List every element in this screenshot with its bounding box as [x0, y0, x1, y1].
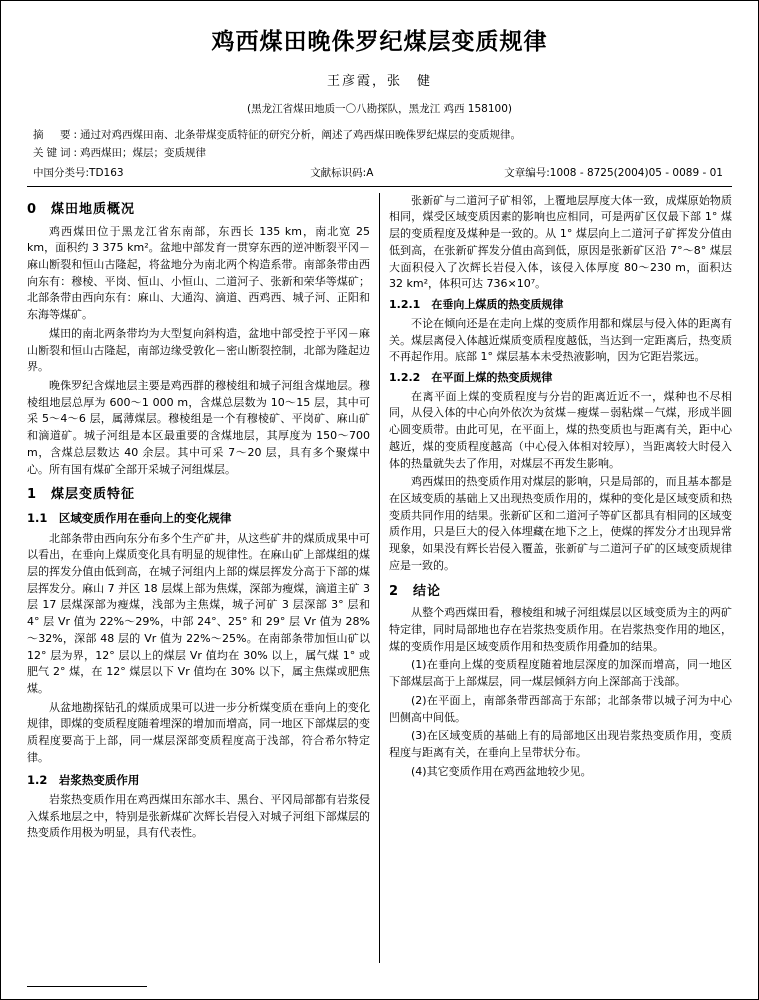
- body-paragraph: 北部条带由西向东分布多个生产矿井，从这些矿井的煤质成果中可以看出，在垂向上煤质变化具有明显的规律性。在麻山矿上部煤组的煤层的挥发分值由低到高，在城子河组内上部的煤层挥发分高于下部的煤层挥发分。麻山 7 并区 18 层煤上部为焦煤，深部为瘦煤，滴道主矿 3 层 17 层煤深部为瘦煤，浅部为主焦煤，城子河矿 3 层深部 3° 层和 4° 层 Vr 值为 22%～29%，中部 24°、25° 和 29° 层 Vr 值为 28%～32%，深部 48 层的 Vr 值为 22%～25%。在南部条带加恒山矿以 12° 层为界，12° 层以上的煤层 Vr 值均在 30% 以上，属气煤 1° 或肥气 2° 煤，在 12° 煤层以下 Vr 值均在 30% 以下，属主焦煤或肥焦煤。: [27, 531, 370, 695]
- body-paragraph: 鸡西煤田位于黑龙江省东南部，东西长 135 km，南北宽 25 km，面积约 3 375 km²。盆地中部发育一贯穿东西的逆冲断裂平冈－麻山断裂和恒山古隆起，将盆地分为南北两个构造系带。南部条带由西向东有：穆棱、平岗、恒山、小恒山、二道河子、张新和荣华等煤矿；北部条带由西向东有：麻山、大通沟、滴道、西鸡西、城子河、正阳和东海等煤矿。: [27, 224, 370, 322]
- doc-code: [310, 165, 504, 180]
- body-paragraph: (2)在平面上，南部条带西部高于东部；北部条带以城子河为中心凹侧高中间低。: [389, 693, 732, 724]
- body-paragraph: 从整个鸡西煤田看，穆棱组和城子河组煤层以区域变质为主的两矿特定律，同时局部地也存在岩浆热变质作用。在岩浆热变作用的地区，煤的变质作用是区域变质作用和热变质作用叠加的结果。: [389, 606, 732, 653]
- body-paragraph: 从盆地勘探钻孔的煤质成果可以进一步分析煤变质在垂向上的变化规律，即煤的变质程度随着埋深的增加而增高，同一地区下部煤层的变质程度要高于上部，同一煤层深部变质程度高于浅部，符合希尔特定律。: [27, 700, 370, 764]
- clc-code: [33, 165, 310, 180]
- left-column: [27, 193, 370, 963]
- subsection-heading: 1.1 区域变质作用在垂向上的变化规律: [27, 511, 232, 526]
- body-paragraph: 在离平面上煤的变质程度与分岩的距离近近不一，煤种也不尽相同，从侵入体的中心向外依次为贫煤－瘦煤－弱粘煤－气煤，形成半圆心圆变质带。由此可见，在平面上，煤的热变质也与距离有关，距中心越近，煤的变质程度越高（中心侵入体相对较厚），当距离较大时侵入体的热量就失去了作用，对煤层不再发生影响。: [389, 389, 732, 470]
- affiliation: (黑龙江省煤田地质一〇八勘探队，黑龙江 鸡西 158100): [247, 103, 512, 115]
- article-id-label: 文章编号:: [504, 166, 550, 179]
- body-paragraph: (1)在垂向上煤的变质程度随着地层深度的加深而增高，同一地区下部煤层高于上部煤层，同一煤层倾斜方向上深部高于浅部。: [389, 658, 732, 689]
- keywords-line: [33, 144, 726, 162]
- body-columns: [27, 193, 732, 963]
- header-divider: [27, 186, 732, 187]
- page-title: 鸡西煤田晚侏罗纪煤层变质规律: [211, 29, 548, 55]
- column-divider: [379, 193, 380, 963]
- section-heading: 2 结论: [389, 583, 442, 599]
- footnote-rule: [27, 986, 147, 987]
- subsubsection-heading: 1.2.2 在平面上煤的热变质规律: [389, 370, 553, 384]
- body-paragraph: 煤田的南北两条带均为大型复向斜构造，盆地中部受控于平冈－麻山断裂和恒山古隆起，南部边缘受敦化－密山断裂控制，北部为隆起边界。: [27, 326, 370, 374]
- body-paragraph: 岩浆热变质作用在鸡西煤田东部水丰、黑台、平冈局部都有岩浆侵入煤系地层之中，特别是张新煤矿次辉长岩侵入对城子河组下部煤层的热变质作用极为明显，具有代表性。: [27, 793, 370, 840]
- authors: 王彦霞，张 健: [326, 74, 432, 89]
- clc-label: 中国分类号:: [33, 166, 90, 179]
- keywords-text: 鸡西煤田；煤层；变质规律: [80, 147, 207, 160]
- doc-code-label: 文献标识码:: [310, 166, 367, 179]
- body-paragraph: 晚侏罗纪含煤地层主要是鸡西群的穆棱组和城子河组含煤地层。穆棱组地层总厚为 600～1 000 m，含煤总层数为 10～15 层，其中可采 5～4～6 层，属薄煤层。穆棱组是一个有穆棱矿、平岗矿、麻山矿和滴道矿。城子河组是本区最重要的含煤地层，其厚度为 150～700 m，含煤总层数达 40 余层。其中可采 7～20 层，具有多个聚煤中心。所有国有煤矿全部开采城子河组煤层。: [27, 378, 370, 476]
- codes-row: [33, 165, 726, 180]
- clc-value: TD163: [89, 166, 124, 179]
- keywords-label: 关键词:: [33, 147, 81, 160]
- right-column: [389, 193, 732, 963]
- subsubsection-heading: 1.2.1 在垂向上煤质的热变质规律: [389, 298, 564, 312]
- abstract-label: 摘 要:: [33, 129, 81, 141]
- article-id: [504, 165, 726, 180]
- body-paragraph: 鸡西煤田的热变质作用对煤层的影响，只是局部的，而且基本都是在区域变质的基础上又出现热变质作用的，煤种的变化是区域变质和热变质共同作用的结果。张新矿区和二道河子等矿区都具有相同的区域变质作用，只是巨大的侵入体埋藏在地下之上，使煤的挥发分才出现异常现象，如果没有辉长岩侵入覆盖，张新矿与二道河子矿的区域变质规律应是一致的。: [389, 475, 732, 572]
- body-paragraph: (3)在区域变质的基础上有的局部地区出现岩浆热变质作用，变质程度与距离有关，在垂向上呈带状分布。: [389, 729, 732, 760]
- article-id-value: 1008 - 8725(2004)05 - 0089 - 01: [549, 166, 723, 179]
- abstract-line: [33, 126, 726, 144]
- subsection-heading: 1.2 岩浆热变质作用: [27, 772, 140, 787]
- abstract-block: [33, 126, 726, 163]
- section-heading: 1 煤层变质特征: [27, 487, 136, 503]
- body-paragraph: 不论在倾向还是在走向上煤的变质作用都和煤层与侵入体的距离有关。煤层离侵入体越近煤质变质程度越低，当达到一定距离后，热变质不再起作用。底部 1° 煤层基本未受热液影响，因为它距岩浆远。: [389, 316, 732, 364]
- abstract-text: 通过对鸡西煤田南、北条带煤变质特征的研究分析，阐述了鸡西煤田晚侏罗纪煤层的变质规律。: [80, 129, 522, 141]
- body-paragraph: (4)其它变质作用在鸡西盆地较少见。: [411, 764, 592, 778]
- doc-code-value: A: [366, 166, 374, 179]
- section-heading: 0 煤田地质概况: [27, 201, 136, 217]
- body-paragraph: 张新矿与二道河子矿相邻，上覆地层厚度大体一致，成煤原始物质相同，煤受区域变质因素的影响也应相同，可是两矿区仅最下部 1° 煤层的变质程度及煤种是一致的。从 1° 煤层向上二道河子矿挥发分值由低到高，在张新矿挥发分值由高到低，原因是张新矿区沿 7°～8° 煤层大面积侵入了次辉长岩侵入体，该侵入体厚度 80～230 m，面积达 32 km²，体积可达 736×10⁷。: [389, 193, 732, 291]
